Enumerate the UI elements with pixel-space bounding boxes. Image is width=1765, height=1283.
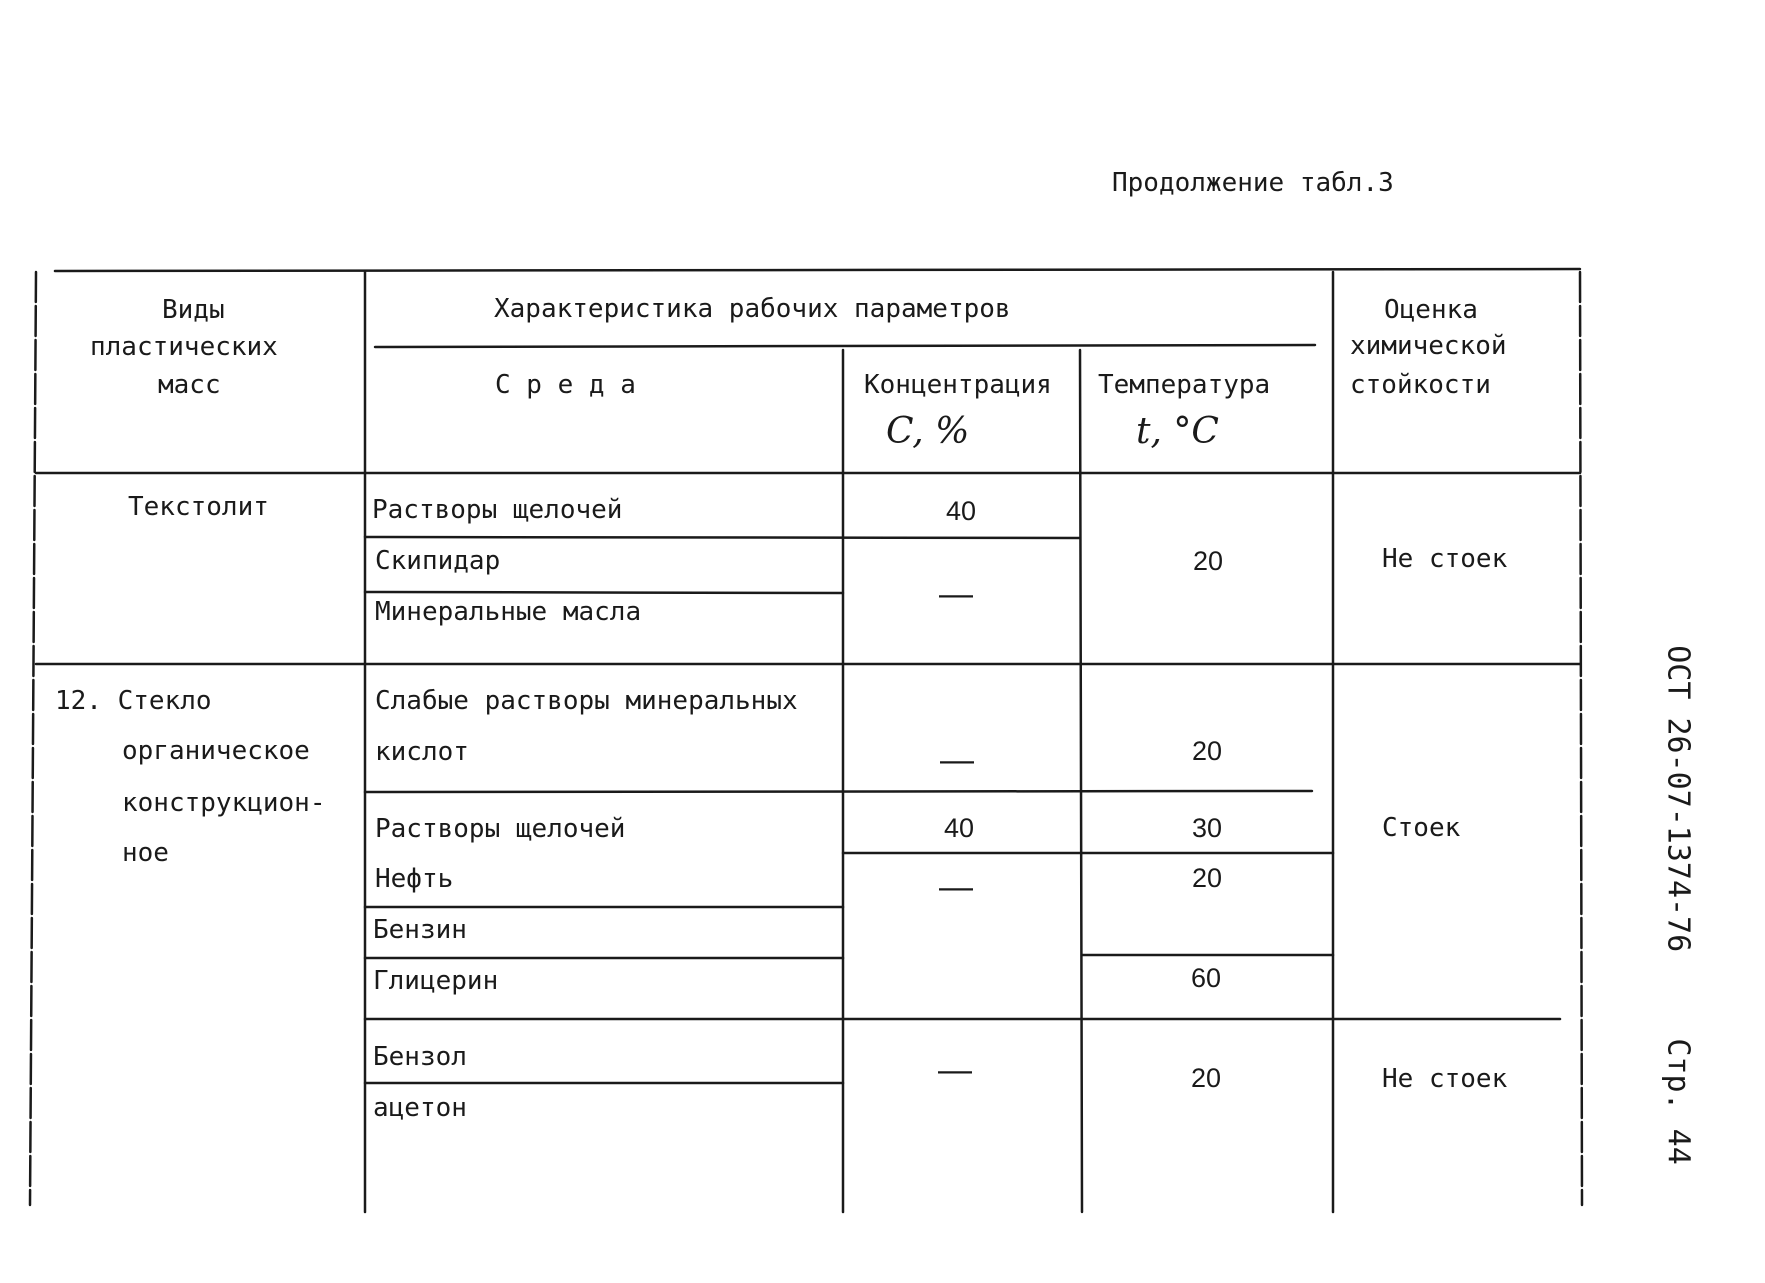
header-concentration: Концентрация <box>864 370 1052 400</box>
table-continuation-label: Продолжение табл.3 <box>1112 168 1394 198</box>
header-plastic-types-line2: пластических <box>90 332 278 362</box>
group2-temperature-glycerin: 60 <box>1191 963 1222 993</box>
group2-plastic-line3: конструкцион- <box>122 788 326 818</box>
group2-medium-alkali: Растворы щелочей <box>375 814 626 844</box>
group2-medium-weak-acids-line2: кислот <box>375 737 469 767</box>
header-medium: С р е д а <box>495 370 636 400</box>
group2-resistance: Стоек <box>1382 813 1461 843</box>
group2-temperature-alkali: 30 <box>1192 813 1223 843</box>
group1-temperature: 20 <box>1193 546 1224 576</box>
group1-concentration-dash: — <box>939 575 973 613</box>
header-plastic-types-line3: масс <box>158 370 221 400</box>
group2-medium-gasoline: Бензин <box>373 915 467 945</box>
group1-resistance: Не стоек <box>1382 544 1508 574</box>
group3-medium-acetone: ацетон <box>373 1093 467 1123</box>
group1-medium-alkali: Растворы щелочей <box>372 495 623 525</box>
group2-medium-oil: Нефть <box>375 864 454 894</box>
group2-concentration-dash: — <box>939 868 973 906</box>
page-number: Стр. 44 <box>1660 1038 1696 1165</box>
header-temperature-unit: t, °C <box>1136 411 1219 452</box>
group1-medium-turpentine: Скипидар <box>375 546 501 576</box>
header-plastic-types-line1: Виды <box>162 295 225 325</box>
group3-concentration-dash: — <box>938 1051 972 1089</box>
group2-plastic-line1: 12. Стекло <box>55 686 212 716</box>
group1-concentration-alkali: 40 <box>946 496 977 526</box>
group2-temperature-acids: 20 <box>1192 736 1223 766</box>
header-resistance-line2: химической <box>1350 331 1507 361</box>
document-code: ОСТ 26-07-1374-76 <box>1660 645 1696 953</box>
group3-temperature: 20 <box>1191 1063 1222 1093</box>
group3-resistance: Не стоек <box>1382 1064 1508 1094</box>
group2-concentration-acids: — <box>940 741 974 779</box>
document-code-side-label <box>1648 645 1708 1165</box>
group3-medium-benzene: Бензол <box>373 1042 467 1072</box>
group2-temperature-oil-gasoline: 20 <box>1192 863 1223 893</box>
group2-concentration-alkali: 40 <box>944 813 975 843</box>
group1-plastic: Текстолит <box>128 492 269 522</box>
header-concentration-unit: C, % <box>886 411 970 452</box>
group2-plastic-line4: ное <box>122 838 169 868</box>
header-temperature: Температура <box>1098 370 1271 400</box>
header-resistance-line1: Оценка <box>1384 295 1478 325</box>
group1-medium-mineral-oils: Минеральные масла <box>375 597 642 627</box>
header-resistance-line3: стойкости <box>1350 370 1491 400</box>
group2-medium-glycerin: Глицерин <box>373 966 499 996</box>
header-characteristics: Характеристика рабочих параметров <box>494 294 1011 324</box>
group2-medium-weak-acids-line1: Слабые растворы минеральных <box>375 686 798 716</box>
group2-plastic-line2: органическое <box>122 736 310 766</box>
